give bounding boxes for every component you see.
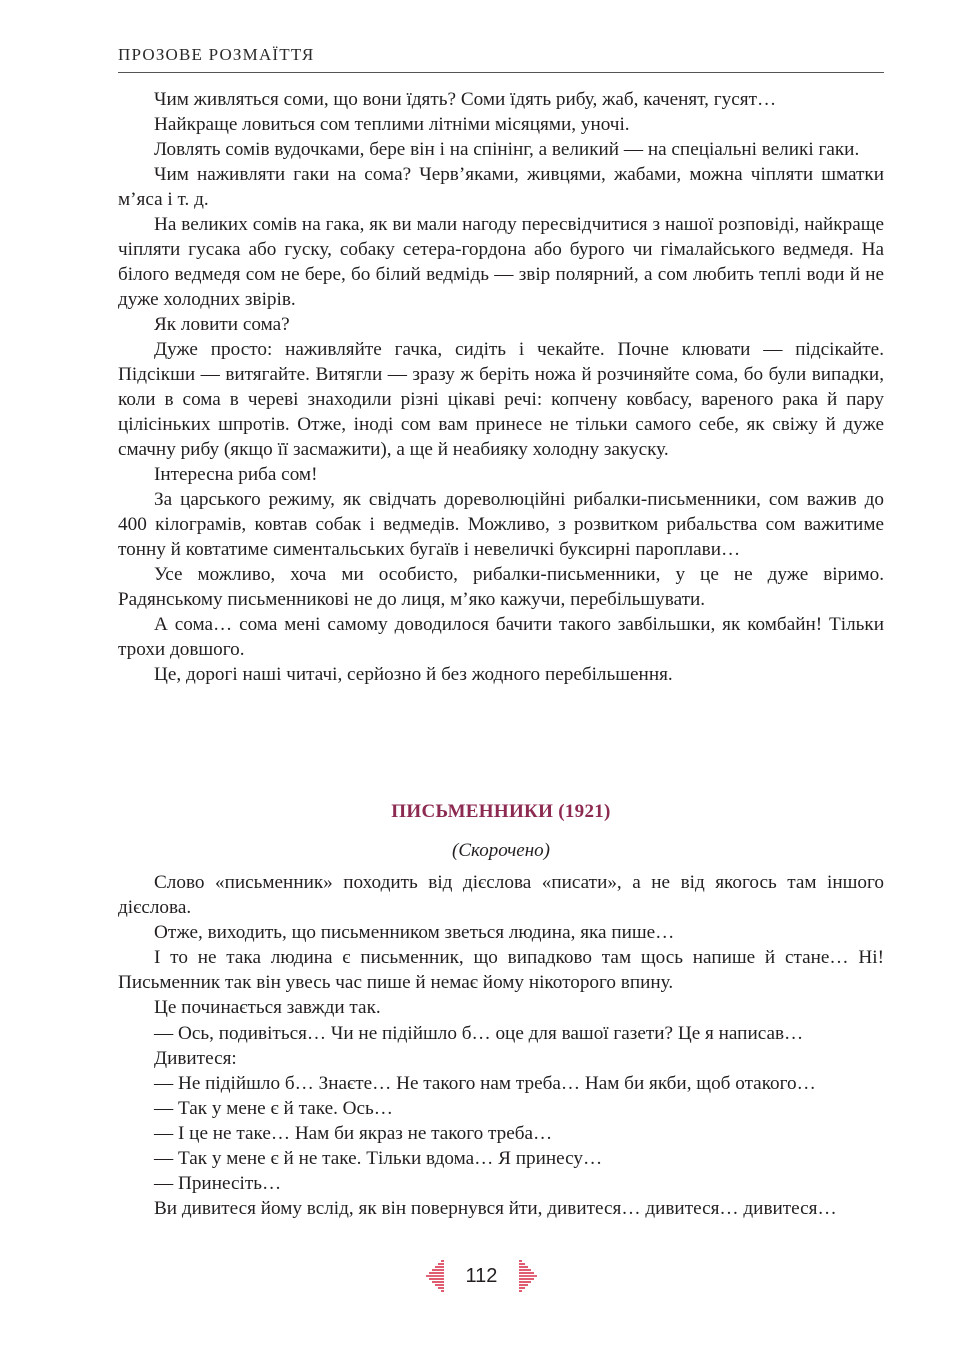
paragraph: Усе можливо, хоча ми особисто, рибалки-письменники, у це не дуже віримо. Радянському письменникові не до лиця, м’яко кажучи, перебільшувати. — [118, 564, 884, 610]
paragraph: — Ось, подивіться… Чи не підійшло б… оце для вашої газети? Це я написав… — [154, 1022, 804, 1044]
paragraph: — І це не таке… Нам би якраз не такого треба… — [154, 1122, 553, 1144]
story-text-block-2 — [118, 870, 884, 1221]
paragraph: Це починається завжди так. — [154, 997, 381, 1019]
paragraph: Ловлять сомів вудочками, бере він і на спінінг, а великий — на спеціальні великі гаки. — [154, 139, 860, 160]
paragraph: Отже, виходить, що письменником зветься людина, яка пише… — [154, 922, 675, 944]
header-divider — [118, 72, 884, 73]
paragraph: Дивитеся: — [154, 1047, 237, 1069]
section-title: ПИСЬМЕННИКИ (1921) — [391, 801, 611, 822]
paragraph: За царського режиму, як свідчать дореволюційні рибалки-письменники, сом важив до 400 кілограмів, ковтав собак і ведмедів. Можливо, з розвитком рибальства сом важитиме тонну й ковтатиме симентальських бугаїв і невеличкі буксирні пароплави… — [118, 489, 884, 560]
page-number: 112 — [465, 1264, 498, 1287]
paragraph: Це, дорогі наші читачі, серйозно й без жодного перебільшення. — [154, 664, 673, 685]
paragraph: Як ловити сома? — [154, 314, 290, 335]
left-ornament-icon — [424, 1259, 444, 1293]
paragraph: Найкраще ловиться сом теплими літніми місяцями, уночі. — [154, 114, 630, 135]
right-ornament-icon — [519, 1259, 539, 1293]
paragraph: Інтересна риба сом! — [154, 464, 318, 485]
paragraph: — Так у мене є й не таке. Тільки вдома… Я принесу… — [154, 1148, 603, 1170]
paragraph: — Не підійшло б… Знаєте… Не такого нам треба… Нам би якби, щоб отакого… — [154, 1072, 816, 1094]
paragraph: І то не така людина є письменник, що випадково там щось напише й стане… Ні! Письменник так він увесь час пише й немає йому нікоторого впину. — [118, 947, 884, 994]
paragraph: — Так у мене є й таке. Ось… — [154, 1097, 393, 1119]
paragraph: Слово «письменник» походить від дієслова «писати», а не від якогось там іншого дієслова. — [118, 872, 884, 919]
paragraph: Дуже просто: наживляйте гачка, сидіть і чекайте. Почне клювати — підсікайте. Підсікши — витягайте. Витягли — зразу ж беріть ножа й розчиняйте сома, бо були випадки, коли в сома в череві знаходили різні цікаві речі: копчену ковбасу, вареного рака й пару цілісіньких шпротів. Отже, іноді сом вам принесе не тільки самого себе, як свіжу й дуже смачну рибу (якщо її засмажити), а ще й неабияку холодну закуску. — [118, 339, 884, 460]
section-subtitle: (Скорочено) — [452, 840, 550, 861]
paragraph: На великих сомів на гака, як ви мали нагоду пересвідчитися з нашої розповіді, найкраще чіпляти гусака або гуску, собаку сетера-гордона або бурого чи гімалайського ведмедя. На білого ведмедя сом не бере, бо білий ведмідь — звір полярний, а сом любить теплі води й не дуже холодних звірів. — [118, 214, 884, 310]
running-head-title: ПРОЗОВЕ РОЗМАЇТТЯ — [118, 45, 315, 64]
paragraph: Ви дивитеся йому вслід, як він повернувся йти, дивитеся… дивитеся… дивитеся… — [154, 1198, 837, 1220]
paragraph: — Принесіть… — [154, 1173, 282, 1195]
paragraph: Чим живляться соми, що вони їдять? Соми їдять рибу, жаб, каченят, гусят… — [154, 89, 777, 110]
page-footer — [0, 1259, 963, 1293]
paragraph: А сома… сома мені самому доводилося бачити такого завбільшки, як комбайн! Тільки трохи довшого. — [118, 614, 884, 660]
paragraph: Чим наживляти гаки на сома? Черв’яками, живцями, жабами, можна чіпляти шматки м’яса і т. д. — [118, 164, 884, 210]
story-text-block — [118, 87, 884, 687]
